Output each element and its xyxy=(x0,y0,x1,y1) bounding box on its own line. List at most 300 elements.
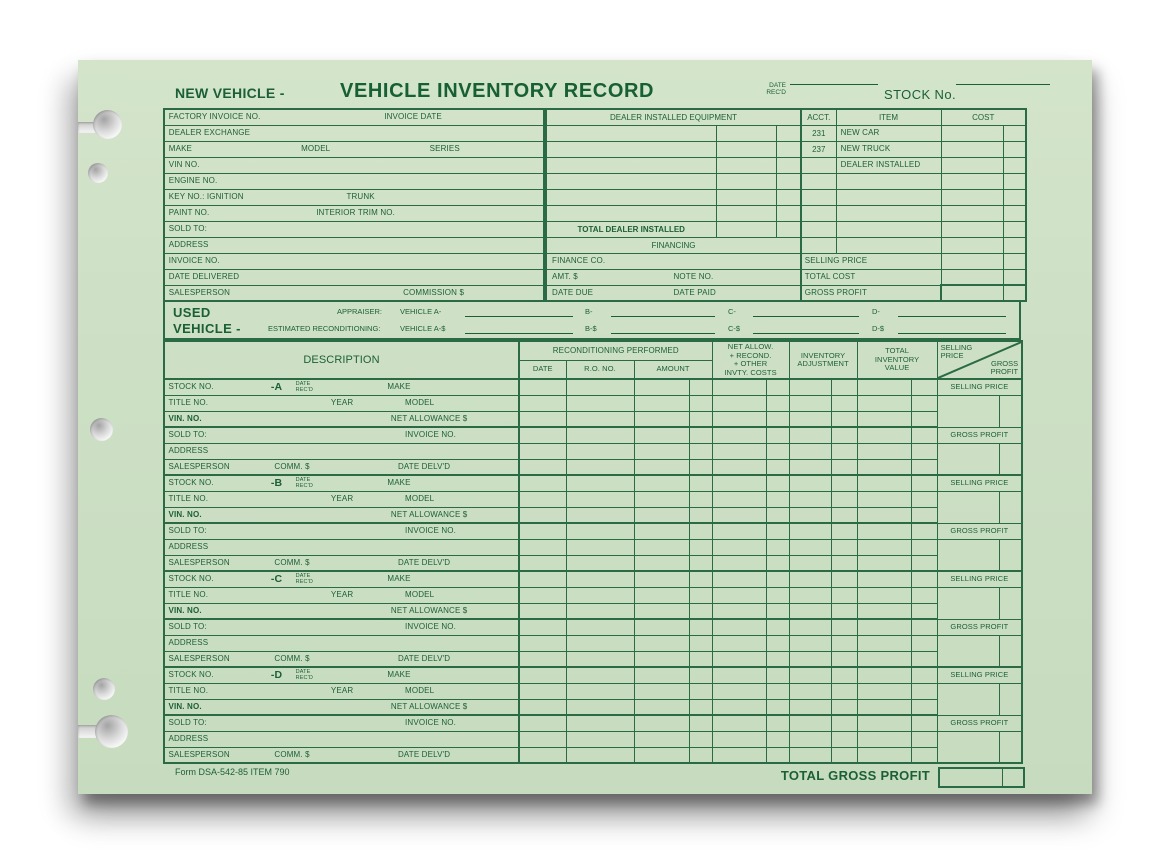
selling-price-value-cell xyxy=(937,587,999,619)
acct-number xyxy=(801,205,836,221)
grid-cell xyxy=(519,411,566,427)
gross-profit-label: GROSS PROFIT xyxy=(937,715,1022,731)
grid-cell xyxy=(911,491,937,507)
field-label: SOLD TO: xyxy=(168,622,207,631)
grid-cell xyxy=(712,555,766,571)
recond-label: ESTIMATED RECONDITIONING: xyxy=(268,324,381,333)
total-gross-profit-box xyxy=(938,767,1025,788)
vehicle-block-row xyxy=(164,507,1022,523)
grid-cell xyxy=(831,395,857,411)
field-label: MAKE xyxy=(387,574,411,583)
grid-cell xyxy=(836,205,941,221)
label-cell xyxy=(164,523,519,539)
label-cell xyxy=(164,571,519,587)
label-cell xyxy=(164,173,544,189)
field-label: COMM. $ xyxy=(274,749,310,759)
grid-cell xyxy=(911,507,937,523)
accounts-header-row xyxy=(801,109,1026,125)
block-letter-label: -C xyxy=(270,573,283,585)
summary-label: TOTAL COST xyxy=(804,271,856,281)
vehicle-block-row xyxy=(164,667,1022,683)
account-row xyxy=(801,173,1026,189)
reconditioning-header: RECONDITIONING PERFORMED xyxy=(519,341,712,360)
account-row xyxy=(801,157,1026,173)
grid-cell xyxy=(689,507,712,523)
selling-price-label: SELLING PRICE xyxy=(937,379,1022,395)
grid-cell xyxy=(689,379,712,395)
grid-cell xyxy=(789,443,831,459)
gross-profit-cents-cell xyxy=(999,443,1022,475)
grid-cell xyxy=(712,539,766,555)
field-label: YEAR xyxy=(330,397,354,407)
field-label: TRUNK xyxy=(346,191,375,201)
grid-cell xyxy=(831,667,857,683)
label-cell xyxy=(546,285,801,301)
vehicle-slot-label: VEHICLE A-$ xyxy=(400,324,446,333)
field-label: COMM. $ xyxy=(274,461,310,471)
field-label: MODEL xyxy=(405,493,435,503)
acct-number: 231 xyxy=(801,125,836,141)
grid-cell xyxy=(831,715,857,731)
grid-cell xyxy=(712,523,766,539)
grid-cell xyxy=(857,379,911,395)
grid-cell xyxy=(712,411,766,427)
account-row xyxy=(801,205,1026,221)
grid-cell xyxy=(716,157,776,173)
field-label: DATE PAID xyxy=(673,287,716,297)
grid-cell xyxy=(789,667,831,683)
cost-header: COST xyxy=(941,109,1026,125)
item-label: DEALER INSTALLED xyxy=(840,159,921,169)
equipment-header-row xyxy=(546,109,801,125)
selling-price-cents-cell xyxy=(999,683,1022,715)
grid-cell xyxy=(776,205,801,221)
grid-cell xyxy=(712,571,766,587)
label-cell xyxy=(164,747,519,763)
grid-cell xyxy=(712,587,766,603)
selling-price-cents-cell xyxy=(999,491,1022,523)
grid-cell xyxy=(1003,157,1026,173)
grid-cell xyxy=(519,523,566,539)
field-label: COMMISSION $ xyxy=(403,287,465,297)
acct-number xyxy=(801,189,836,205)
label-cell xyxy=(164,205,544,221)
entry-blank-line xyxy=(753,316,859,317)
field-label: TITLE NO. xyxy=(168,589,209,599)
entry-blank-line xyxy=(611,316,715,317)
grid-cell xyxy=(712,427,766,443)
used-vehicle-grid xyxy=(163,340,1023,764)
grid-cell xyxy=(519,443,566,459)
field-label: DATE DUE xyxy=(552,287,594,297)
gross-profit-corner-label: GROSS PROFIT xyxy=(990,359,1019,376)
grid-cell xyxy=(789,523,831,539)
grid-cell xyxy=(566,443,634,459)
grid-cell xyxy=(712,475,766,491)
grid-cell xyxy=(911,459,937,475)
grid-cell xyxy=(836,157,941,173)
grid-cell xyxy=(911,667,937,683)
form-row xyxy=(164,205,544,221)
date-subheader: DATE xyxy=(519,360,566,379)
grid-cell xyxy=(712,603,766,619)
grid-cell xyxy=(911,603,937,619)
grid-cell xyxy=(634,395,689,411)
grid-cell xyxy=(566,619,634,635)
vehicle-label: VEHICLE - xyxy=(173,321,241,336)
equipment-blank-row xyxy=(546,205,801,221)
date-recd-label: DATE REC'D xyxy=(766,82,786,96)
grid-cell xyxy=(689,715,712,731)
grid-cell xyxy=(857,587,911,603)
label-cell xyxy=(546,269,801,285)
grid-header-row xyxy=(164,341,1022,360)
grid-cell xyxy=(766,395,789,411)
grid-cell xyxy=(766,459,789,475)
grid-cell xyxy=(857,635,911,651)
item-label: NEW TRUCK xyxy=(840,143,891,153)
total-inventory-value-header: TOTAL INVENTORY VALUE xyxy=(857,341,937,379)
vehicle-slot-label: B-$ xyxy=(585,324,597,333)
label-cell xyxy=(164,395,519,411)
grid-cell xyxy=(566,731,634,747)
grid-cell xyxy=(519,715,566,731)
grid-cell xyxy=(911,539,937,555)
grid-cell xyxy=(911,747,937,763)
gross-profit-cents-cell xyxy=(999,539,1022,571)
grid-cell xyxy=(689,523,712,539)
grid-cell xyxy=(857,683,911,699)
selling-price-cents-cell xyxy=(999,395,1022,427)
field-label: INVOICE NO. xyxy=(405,718,457,727)
form-number: Form DSA-542-85 ITEM 790 xyxy=(175,767,290,777)
grid-cell xyxy=(836,141,941,157)
acct-number xyxy=(801,221,836,237)
field-label: ENGINE NO. xyxy=(168,175,218,185)
grid-cell xyxy=(1003,141,1026,157)
equipment-blank-row xyxy=(546,141,801,157)
field-label: STOCK NO. xyxy=(168,382,214,391)
selling-price-cents-cell xyxy=(999,587,1022,619)
entry-blank-line xyxy=(465,333,573,334)
form-row xyxy=(164,189,544,205)
grid-cell xyxy=(634,523,689,539)
vehicle-slot-label: D- xyxy=(872,307,880,316)
grid-cell xyxy=(789,475,831,491)
grid-cell xyxy=(519,747,566,763)
grid-cell xyxy=(911,411,937,427)
equipment-blank-row xyxy=(546,157,801,173)
grid-cell xyxy=(789,555,831,571)
grid-cell xyxy=(1003,205,1026,221)
grid-cell xyxy=(566,651,634,667)
label-cell xyxy=(164,731,519,747)
grid-cell xyxy=(831,523,857,539)
vehicle-block-row xyxy=(164,747,1022,763)
grid-cell xyxy=(712,507,766,523)
vehicle-block-row xyxy=(164,683,1022,699)
grid-cell xyxy=(634,667,689,683)
grid-cell xyxy=(519,651,566,667)
account-summary-row xyxy=(801,285,1026,301)
binder-hole-bottom-large xyxy=(95,715,128,748)
field-label: MODEL xyxy=(405,397,435,407)
vehicle-slot-label: VEHICLE A- xyxy=(400,307,442,316)
field-label: AMT. $ xyxy=(552,271,578,281)
field-label: MAKE xyxy=(387,478,411,487)
grid-cell xyxy=(941,269,1003,285)
entry-blank-line xyxy=(753,333,859,334)
field-label: STOCK NO. xyxy=(168,670,214,679)
amount-subheader: AMOUNT xyxy=(634,360,712,379)
grid-cell xyxy=(836,125,941,141)
field-label: FINANCE CO. xyxy=(552,255,606,265)
grid-cell xyxy=(911,715,937,731)
label-cell xyxy=(164,667,519,683)
ro-no-subheader: R.O. NO. xyxy=(566,360,634,379)
grid-cell xyxy=(566,523,634,539)
field-label: DATE DELV'D xyxy=(397,653,451,663)
grid-cell xyxy=(941,157,1003,173)
grid-cell xyxy=(712,715,766,731)
grid-cell xyxy=(712,635,766,651)
grid-cell xyxy=(789,379,831,395)
vehicle-block-row xyxy=(164,651,1022,667)
grid-cell xyxy=(546,173,716,189)
financing-label: FINANCING xyxy=(546,237,801,253)
grid-cell xyxy=(911,379,937,395)
grid-cell xyxy=(857,539,911,555)
grid-cell xyxy=(634,619,689,635)
grid-cell xyxy=(566,699,634,715)
field-label: NOTE NO. xyxy=(673,271,714,281)
equipment-total-row xyxy=(546,221,801,237)
grid-cell xyxy=(634,475,689,491)
grid-cell xyxy=(857,475,911,491)
grid-cell xyxy=(689,667,712,683)
grid-cell xyxy=(941,285,1003,301)
grid-cell xyxy=(857,395,911,411)
label-cell xyxy=(164,141,544,157)
gross-profit-value-cell xyxy=(937,539,999,571)
grid-cell xyxy=(789,571,831,587)
gross-profit-value-cell xyxy=(937,731,999,763)
field-label: ADDRESS xyxy=(168,445,209,455)
grid-cell xyxy=(789,635,831,651)
field-label: STOCK NO. xyxy=(168,574,214,583)
grid-cell xyxy=(766,715,789,731)
field-label: SOLD TO: xyxy=(168,526,207,535)
account-summary-row xyxy=(801,253,1026,269)
grid-cell xyxy=(689,427,712,443)
form-row xyxy=(164,237,544,253)
label-cell xyxy=(164,555,519,571)
grid-cell xyxy=(857,699,911,715)
grid-cell xyxy=(941,253,1003,269)
field-label: MAKE xyxy=(168,143,193,153)
grid-cell xyxy=(689,411,712,427)
form-row xyxy=(164,285,544,301)
grid-cell xyxy=(801,285,941,301)
grid-cell xyxy=(857,459,911,475)
entry-blank-line xyxy=(898,316,1006,317)
field-label: SOLD TO: xyxy=(168,430,207,439)
binder-hole-middle xyxy=(90,418,113,441)
block-letter-label: -D xyxy=(270,669,283,681)
field-label: COMM. $ xyxy=(274,557,310,567)
vehicle-block-row xyxy=(164,523,1022,539)
label-cell xyxy=(164,459,519,475)
grid-cell xyxy=(766,475,789,491)
vehicle-block-row xyxy=(164,603,1022,619)
grid-cell xyxy=(519,683,566,699)
grid-cell xyxy=(634,571,689,587)
field-label: SALESPERSON xyxy=(168,557,230,567)
grid-cell xyxy=(831,731,857,747)
grid-cell xyxy=(766,619,789,635)
gross-profit-label: GROSS PROFIT xyxy=(937,523,1022,539)
grid-cell xyxy=(831,683,857,699)
grid-cell xyxy=(766,699,789,715)
grid-cell xyxy=(857,507,911,523)
grid-cell xyxy=(941,125,1003,141)
field-label: VIN NO. xyxy=(168,159,200,169)
label-cell xyxy=(164,379,519,395)
financing-row xyxy=(546,269,801,285)
grid-cell xyxy=(831,539,857,555)
grid-cell xyxy=(566,587,634,603)
grid-cell xyxy=(689,619,712,635)
vehicle-block-row xyxy=(164,635,1022,651)
grid-cell xyxy=(519,571,566,587)
grid-cell xyxy=(634,491,689,507)
grid-cell xyxy=(831,571,857,587)
entry-blank-line xyxy=(465,316,573,317)
stock-no-blank-line xyxy=(956,84,1050,85)
field-label: VIN. NO. xyxy=(168,701,202,711)
grid-cell xyxy=(689,539,712,555)
form-title: VEHICLE INVENTORY RECORD xyxy=(340,80,655,102)
acct-number xyxy=(801,157,836,173)
grid-cell xyxy=(911,523,937,539)
selling-gross-corner-header xyxy=(937,341,1022,379)
financing-row xyxy=(546,253,801,269)
grid-cell xyxy=(941,173,1003,189)
grid-cell xyxy=(566,715,634,731)
label-cell xyxy=(164,715,519,731)
field-label: NET ALLOWANCE $ xyxy=(390,509,468,519)
grid-cell xyxy=(716,189,776,205)
label-cell xyxy=(546,253,801,269)
grid-cell xyxy=(857,523,911,539)
label-cell xyxy=(164,443,519,459)
field-label: ADDRESS xyxy=(168,541,209,551)
grid-cell xyxy=(776,173,801,189)
field-label: DATE DELV'D xyxy=(397,557,451,567)
grid-cell xyxy=(689,683,712,699)
field-label: MODEL xyxy=(405,685,435,695)
grid-cell xyxy=(1003,173,1026,189)
grid-cell xyxy=(712,699,766,715)
grid-cell xyxy=(634,715,689,731)
grid-cell xyxy=(857,747,911,763)
vehicle-slot-label: C-$ xyxy=(728,324,741,333)
field-label: SOLD TO: xyxy=(168,718,207,727)
label-cell xyxy=(164,269,544,285)
form-row xyxy=(164,109,544,125)
grid-cell xyxy=(941,141,1003,157)
grid-cell xyxy=(712,443,766,459)
date-recd-mini-label: DATE REC'D xyxy=(295,669,313,681)
label-cell xyxy=(164,539,519,555)
financing-row xyxy=(546,285,801,301)
grid-cell xyxy=(766,427,789,443)
grid-cell xyxy=(766,539,789,555)
grid-cell xyxy=(766,747,789,763)
block-letter-label: -B xyxy=(270,477,283,489)
grid-cell xyxy=(634,555,689,571)
selling-price-label: SELLING PRICE xyxy=(937,475,1022,491)
grid-cell xyxy=(831,603,857,619)
gross-profit-cents-cell xyxy=(999,635,1022,667)
form-row xyxy=(164,157,544,173)
grid-cell xyxy=(857,715,911,731)
grid-cell xyxy=(1003,253,1026,269)
grid-cell xyxy=(634,731,689,747)
grid-cell xyxy=(911,699,937,715)
grid-cell xyxy=(766,571,789,587)
grid-cell xyxy=(566,507,634,523)
field-label: INTERIOR TRIM NO. xyxy=(316,207,396,217)
grid-cell xyxy=(566,539,634,555)
grid-cell xyxy=(836,189,941,205)
grid-cell xyxy=(941,221,1003,237)
grid-cell xyxy=(911,443,937,459)
account-summary-row xyxy=(801,269,1026,285)
grid-cell xyxy=(712,491,766,507)
field-label: INVOICE NO. xyxy=(168,255,220,265)
grid-cell xyxy=(831,651,857,667)
label-cell xyxy=(164,427,519,443)
grid-cell xyxy=(519,459,566,475)
grid-cell xyxy=(519,507,566,523)
field-label: YEAR xyxy=(330,589,354,599)
field-label: SOLD TO: xyxy=(168,223,208,233)
grid-cell xyxy=(789,427,831,443)
appraiser-label: APPRAISER: xyxy=(337,307,383,316)
acct-number xyxy=(801,237,836,253)
selling-price-value-cell xyxy=(937,491,999,523)
grid-cell xyxy=(689,491,712,507)
vehicle-block-row xyxy=(164,587,1022,603)
vehicle-block-row xyxy=(164,427,1022,443)
gross-profit-cents-cell xyxy=(999,731,1022,763)
grid-cell xyxy=(566,555,634,571)
grid-cell xyxy=(776,221,801,237)
grid-cell xyxy=(766,411,789,427)
field-label: DATE DELV'D xyxy=(397,749,451,759)
grid-cell xyxy=(689,603,712,619)
grid-cell xyxy=(519,539,566,555)
grid-cell xyxy=(634,507,689,523)
grid-cell xyxy=(911,635,937,651)
label-cell xyxy=(164,125,544,141)
grid-cell xyxy=(789,731,831,747)
grid-cell xyxy=(836,221,941,237)
grid-cell xyxy=(566,427,634,443)
selling-price-label: SELLING PRICE xyxy=(937,571,1022,587)
grid-cell xyxy=(789,619,831,635)
